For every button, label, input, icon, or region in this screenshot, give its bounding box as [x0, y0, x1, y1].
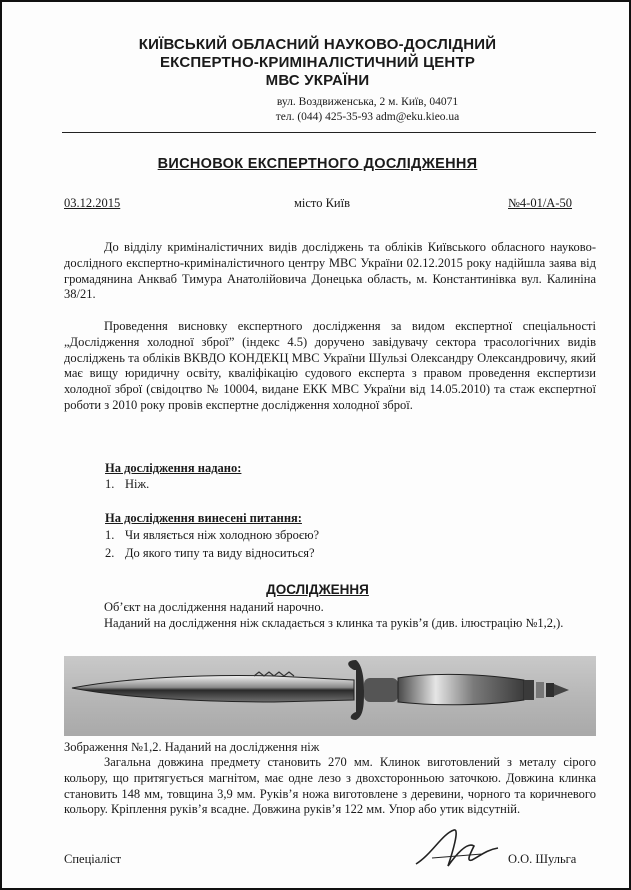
provided-heading: На дослідження надано:: [105, 461, 242, 475]
provided-item-number: 1.: [105, 477, 115, 491]
research-heading: ДОСЛІДЖЕННЯ: [266, 582, 369, 597]
header-divider: [62, 132, 596, 133]
question-number: 1.: [105, 528, 115, 542]
document-title: ВИСНОВОК ЕКСПЕРТНОГО ДОСЛІДЖЕННЯ: [157, 156, 478, 172]
signature-icon: [412, 824, 502, 874]
document-number: №4-01/А-50: [508, 196, 573, 210]
specialist-label: Спеціаліст: [64, 852, 122, 866]
research-object-line: Об’єкт на дослідження наданий нарочно.: [104, 600, 324, 614]
intro-paragraph-1: До відділу криміналістичних видів досліджень та обліків Київського обласного науково-дослідного експертно-криміналістичного центру МВС України 02.12.2015 року надійшла заява від громадянина Анкваб Тимура Анатолійовича Донецька область, м. Константинівка вул. Калиніна 38/21.: [64, 240, 596, 302]
research-composition: Наданий на дослідження ніж складається з клинка та руків’я (див. ілюстрацію №1,2,).: [104, 616, 564, 630]
org-name-line1: КИЇВСЬКИЙ ОБЛАСНИЙ НАУКОВО-ДОСЛІДНИЙ: [138, 36, 497, 53]
intro-paragraph-2: Проведення висновку експертного дослідження за видом експертної спеціальності „Дослідження холодної зброї” (індекс 4.5) доручено завідувачу сектора трасологічних видів досліджень та обліків ВКВДО КОНДЕКЦ МВС України Шульзі Олександру Олександровичу, який має вищу юридичну освіту, кваліфікацію судового експерта з правом проведення експертизи холодної зброї (свідоцтво № 10004, видане ЕКК МВС України від 14.05.2010) та стаж експертної роботи з 2010 року провів експертне дослідження холодної зброї.: [64, 319, 596, 412]
question-number: 2.: [105, 546, 115, 560]
question-item: [105, 545, 315, 561]
document-city: місто Київ: [293, 196, 350, 210]
question-text: До якого типу та виду відноситься?: [125, 546, 315, 560]
specialist-name: О.О. Шульга: [508, 852, 577, 866]
org-name-line3: МВС УКРАЇНИ: [265, 72, 370, 89]
provided-item-text: Ніж.: [125, 477, 150, 491]
org-contacts: тел. (044) 425-35-93 adm@eku.kieo.ua: [275, 111, 460, 123]
document-date: 03.12.2015: [64, 196, 121, 210]
org-name-line2: ЕКСПЕРТНО-КРИМІНАЛІСТИЧНИЙ ЦЕНТР: [159, 54, 476, 71]
knife-image: [64, 656, 596, 736]
question-text: Чи являється ніж холодною зброєю?: [125, 528, 320, 542]
provided-item: [105, 476, 149, 492]
photo-caption: Зображення №1,2. Наданий на дослідження ніж: [64, 740, 320, 754]
question-item: [105, 527, 319, 543]
org-address: вул. Воздвиженська, 2 м. Київ, 04071: [276, 96, 459, 108]
knife-description: Загальна довжина предмету становить 270 мм. Клинок виготовлений з металу сірого кольору, що притягується магнітом, має одне лезо з двохсторонньою заточкою. Довжина клинка становить 148 мм, товщина 3,9 мм. Руків’я ножа виготовлене з деревини, чорного та коричневого кольору. Кріплення руків’я всадне. Довжина руків’я 122 мм. Упор або утик відсутній.: [64, 755, 596, 817]
knife-photo: [64, 656, 596, 736]
questions-heading: На дослідження винесені питання:: [105, 511, 302, 525]
